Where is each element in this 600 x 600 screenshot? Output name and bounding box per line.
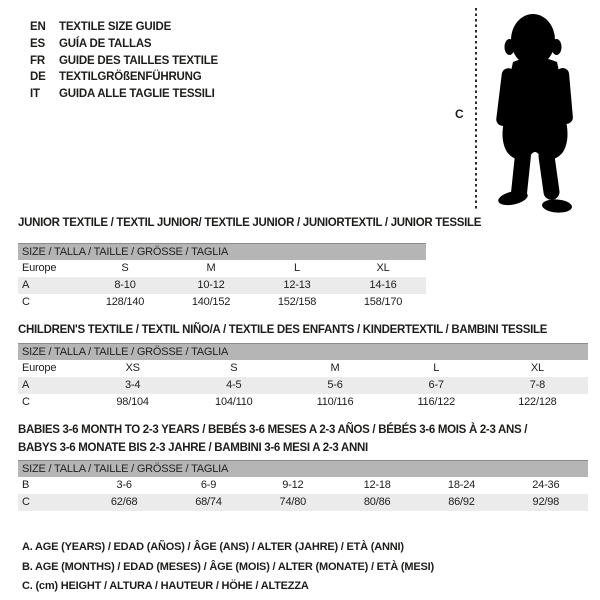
footnotes [22,538,434,597]
table-row [18,294,426,311]
cell-value: 14-16 [369,279,397,291]
language-title: TEXTILE SIZE GUIDE [59,21,172,33]
cell-value: M [206,262,216,274]
language-row [30,53,218,70]
row-label: C [22,396,30,408]
cell-value: 92/98 [532,496,560,508]
cell-value: 3-4 [124,379,141,391]
language-row [30,69,218,86]
language-code: DE [30,71,46,84]
size-table-section [18,421,588,511]
footnote-line: B. AGE (MONTHS) / EDAD (MESES) / ÂGE (MOIS) / ALTER (MONATE) / ETÀ (MESI) [22,560,434,573]
cell-value: S [230,362,238,374]
language-title: GUIDE DES TAILLES TEXTILE [59,54,218,67]
cell-value: 6-7 [428,379,444,391]
size-table [18,243,426,311]
row-label: B [22,479,30,491]
cell-value: 98/104 [116,396,149,408]
cell-value: 128/140 [105,296,145,308]
table-header-band: SIZE / TALLA / TAILLE / GRÖSSE / TAGLIA [18,460,588,477]
language-title: TEXTILGRÖßENFÜHRUNG [59,71,202,84]
size-table [18,343,588,411]
cell-value: L [433,362,440,374]
cell-value: 152/158 [277,296,317,308]
cell-value: 68/74 [195,496,222,508]
cell-value: 18-24 [447,479,476,491]
cell-value: 62/68 [110,496,138,508]
table-row [18,277,426,294]
table-row [18,377,588,394]
cell-value: 7-8 [529,379,546,391]
table-header-band: SIZE / TALLA / TAILLE / GRÖSSE / TAGLIA [18,243,426,260]
table-row [18,260,426,277]
cell-value: XL [376,262,390,274]
table-row [18,477,588,494]
height-measure-dotted-line [475,8,477,210]
section-title-line: BABYS 3-6 MONATE BIS 2-3 JAHRE / BAMBINI 3-6 MESI A 2-3 ANNI [18,442,368,454]
section-title [18,421,588,457]
cell-value: 86/92 [448,496,475,508]
cell-value: 140/152 [191,296,231,308]
cell-value: 110/116 [316,396,354,408]
language-title: GUIDA ALLE TAGLIE TESSILI [59,88,215,100]
cell-value: 10-12 [197,279,225,291]
size-table-section [18,217,481,311]
language-code: FR [30,54,45,67]
cell-value: 80/86 [363,496,391,508]
cell-value: XS [125,362,140,374]
size-table [18,460,588,511]
cell-value: 9-12 [282,479,304,491]
cell-value: 104/110 [215,396,253,408]
cell-value: L [294,262,300,274]
baby-silhouette-icon [483,10,587,215]
height-measure-label: C [455,107,464,121]
language-row [30,36,218,53]
footnote-line: C. (cm) HEIGHT / ALTURA / HAUTEUR / HÖHE / ALTEZZA [22,580,309,592]
row-label: Europe [22,262,57,274]
cell-value: 4-5 [226,379,242,391]
table-row [18,360,588,377]
section-title-line: CHILDREN'S TEXTILE / TEXTIL NIÑO/A / TEXTILE DES ENFANTS / KINDERTEXTIL / BAMBINI TESSILE [18,324,548,336]
section-title-line: JUNIOR TEXTILE / TEXTIL JUNIOR/ TEXTILE JUNIOR / JUNIORTEXTIL / JUNIOR TESSILE [18,217,482,229]
cell-value: 12-18 [363,479,391,491]
cell-value: 6-9 [200,479,217,491]
table-row [18,394,588,411]
cell-value: 12-13 [283,279,311,291]
row-label: C [22,496,30,508]
table-header-band: SIZE / TALLA / TAILLE / GRÖSSE / TAGLIA [18,343,588,360]
language-row [30,19,218,36]
section-title [18,217,481,230]
language-title: GUÍA DE TALLAS [59,37,152,50]
cell-value: S [121,262,129,274]
row-label: A [22,379,30,391]
language-code: EN [30,21,46,33]
cell-value: 24-36 [532,479,560,491]
language-code: ES [30,37,45,50]
language-code: IT [30,88,40,100]
table-row [18,494,588,511]
language-list [30,19,218,103]
section-title [18,324,588,337]
language-row [30,86,218,103]
cell-value: 122/128 [518,396,557,408]
cell-value: M [330,362,340,374]
cell-value: 116/122 [417,396,455,408]
cell-value: 74/80 [279,496,307,508]
row-label: A [22,279,30,291]
size-table-section [18,324,588,411]
cell-value: 5-6 [327,379,343,391]
cell-value: 8-10 [114,279,136,291]
row-label: C [22,296,30,308]
cell-value: 158/170 [363,296,403,308]
cell-value: 3-6 [116,479,132,491]
row-label: Europe [22,362,57,374]
section-title-line: BABIES 3-6 MONTH TO 2-3 YEARS / BEBÉS 3-6 MESES A 2-3 AÑOS / BÉBÉS 3-6 MOIS À 2-3 ANS / [18,424,528,436]
cell-value: XL [530,362,544,374]
footnote-line: A. AGE (YEARS) / EDAD (AÑOS) / ÂGE (ANS) / ALTER (JAHRE) / ETÀ (ANNI) [22,541,404,553]
